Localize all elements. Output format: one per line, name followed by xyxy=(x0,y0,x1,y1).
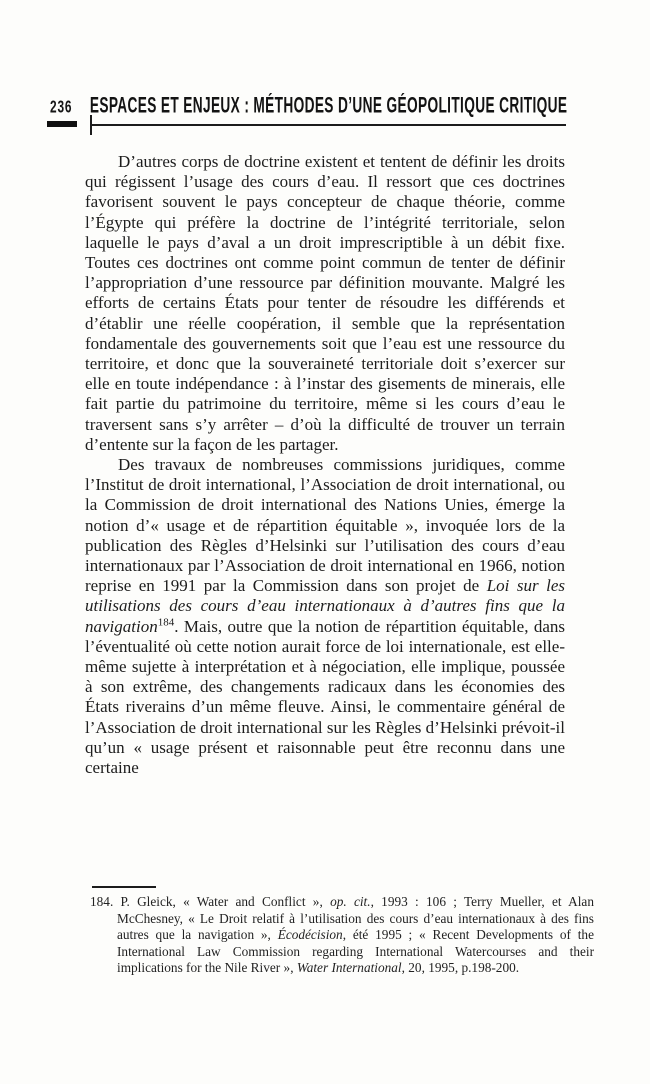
page-number-underline xyxy=(47,121,77,127)
footnote-text: 184. P. Gleick, « Water and Conflict », xyxy=(90,894,331,909)
footnote-text: , été 1995 ; « Recent Developments of the International Law Commission regarding International Watercourses and their implications for the Nile River », xyxy=(117,927,594,976)
book-title-italic: Loi sur les utilisations des cours d’eau internationaux à d’autres fins que la navigation xyxy=(85,576,565,636)
running-head-text: ESPACES ET ENJEUX : MÉTHODES D’UNE GÉOPOLITIQUE CRITIQUE xyxy=(89,94,568,119)
paragraph-1 xyxy=(85,152,565,455)
footnote-reference-184: 184 xyxy=(157,616,175,629)
paragraph-1-text: D’autres corps de doctrine existent et tentent de définir les droits qui régissent l’usage des cours d’eau. Il ressort que ces doctrines favorisent souvent le pays concepteur de chaque théorie, comme l’Égypte qui préfère la doctrine de l’intégrité territoriale, selon laquelle le pays d’aval a un droit imprescriptible à un débit fixe. Toutes ces doctrines ont comme point commun de tenter de définir l’appropriation d’une ressource par définition mouvante. Malgré les efforts de certains États pour tenter de résoudre les différends et d’établir une réelle coopération, il semble que la représentation fondamentale des gouvernements soit que l’eau est une ressource du territoire, et donc que la souveraineté territoriale doit s’exercer sur elle en toute indépendance : à l’instar des gisements de minerais, elle fait partie du patrimoine du territoire, même si les cours d’eau le traversent sans s’y arrêter – d’où la difficulté de trouver un terrain d’entente sur la façon de les partager. xyxy=(85,152,565,454)
paragraph-2-text: Des travaux de nombreuses commissions juridiques, comme l’Institut de droit international, l’Association de droit international, ou la Commission de droit international des Nations Unies, émerge la notion d’« usage et de répartition équitable », invoquée lors de la publication des Règles d’Helsinki sur l’utilisation des cours d’eau internationaux par l’Association de droit international en 1966, notion reprise en 1991 par la Commission dans son projet de xyxy=(85,455,565,596)
footnote-text: , 1993 : 106 ; Terry Mueller, et Alan McChesney, « Le Droit relatif à l’utilisation des cours d’eau internationaux à des fins autres que la navigation », xyxy=(117,894,594,943)
paragraph-2-text-continued: . Mais, outre que la notion de répartition équitable, dans l’éventualité où cette notion aurait force de loi internationale, est elle-même sujette à interprétation et à négociation, elle implique, poussée à son extrême, des changements radicaux dans les économies des États riverains d’un même fleuve. Ainsi, le commentaire général de l’Association de droit international sur les Règles d’Helsinki prévoit-il qu’un « usage présent et raisonnable peut être reconnu dans une certaine xyxy=(85,616,565,778)
footnote-citation-water-international: Water International xyxy=(296,960,402,976)
paragraph-2 xyxy=(85,455,565,778)
header-rule xyxy=(91,124,566,126)
footnote-citation-ecodecision: Écodécision xyxy=(277,927,343,943)
footnote-text: , 20, 1995, p.198-200. xyxy=(401,960,520,976)
page-number: 236 xyxy=(50,96,73,116)
footnote-citation-op-cit: op. cit. xyxy=(330,894,371,909)
running-head xyxy=(91,94,566,120)
page-body xyxy=(85,152,565,778)
footnote-184 xyxy=(90,894,594,977)
footnote-separator xyxy=(92,886,156,888)
